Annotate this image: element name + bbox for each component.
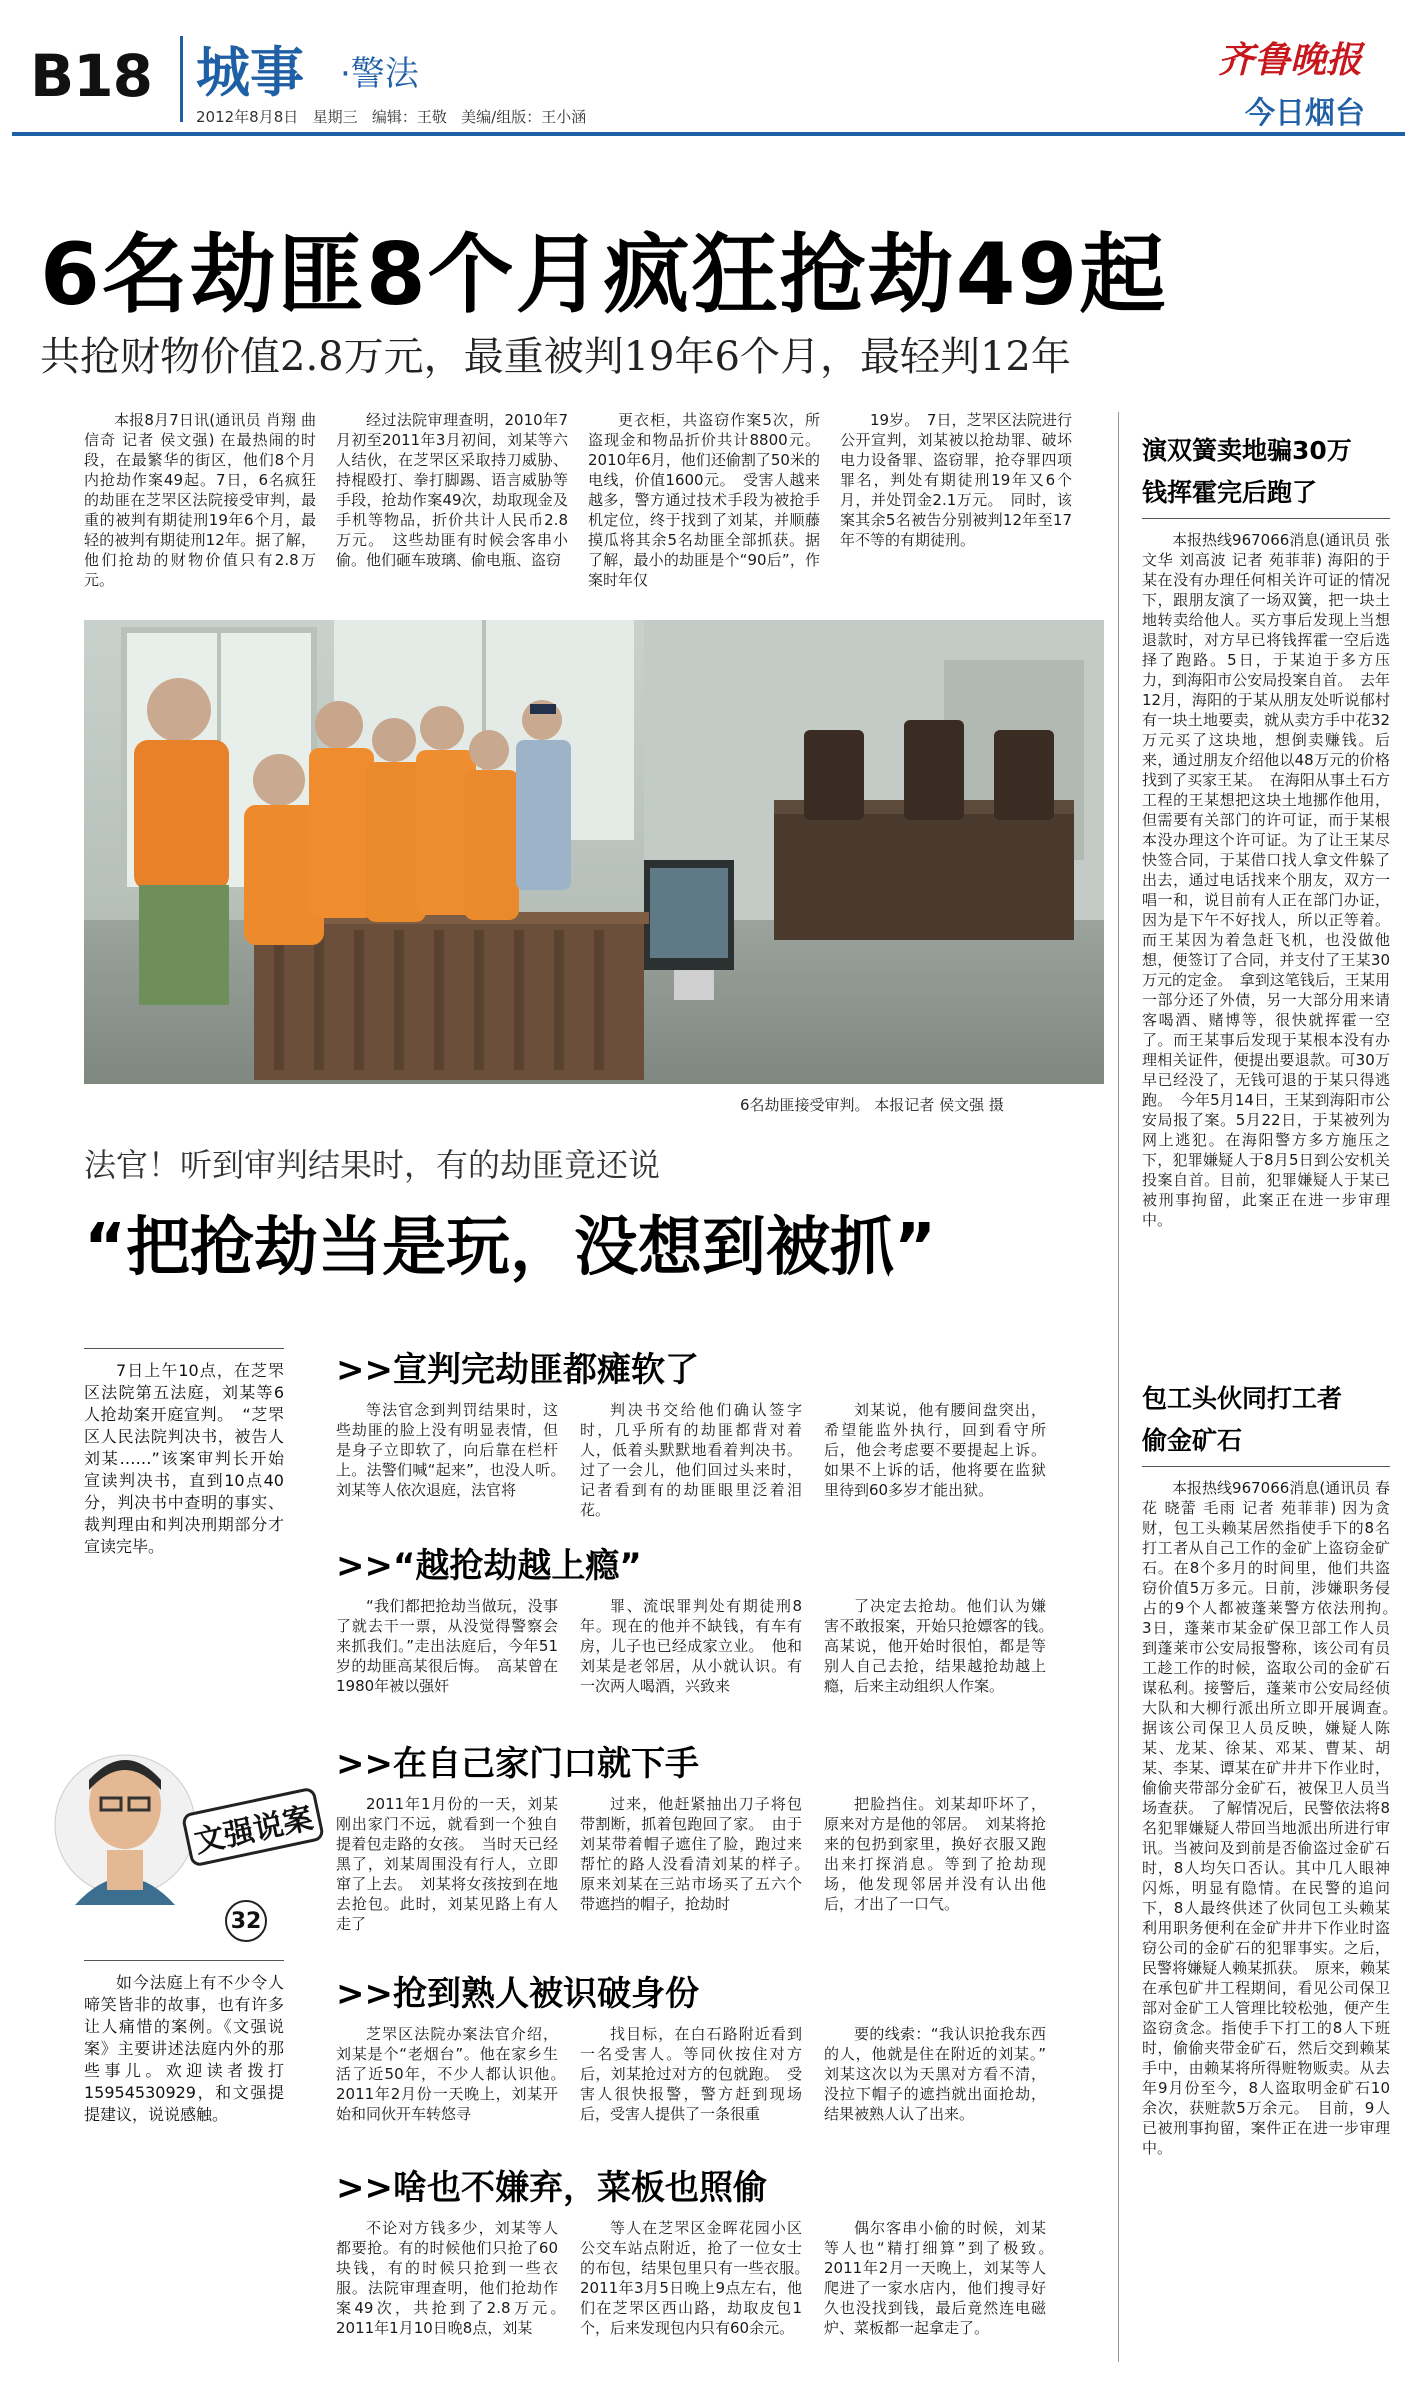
sidebar-story-1-rule [1142,518,1390,519]
section-3-title: >>在自己家门口就下手 [336,1744,699,1784]
lead-column-2: 经过法院审理查明，2010年7月初至2011年3月初间，刘某等六人结伙，在芝罘区采取持刀威胁、持棍殴打、拳打脚踢、语言威胁等手段，抢劫作案49次，劫取现金及手机等物品，折价共计人民币2.8万元。 这些劫匪有时候会客串小偷。他们砸车玻璃、偷电瓶、盗窃 [336,411,568,569]
section-1-title: >>宣判完劫匪都瘫软了 [336,1350,699,1390]
column-label: 文强说案 [191,1800,317,1861]
section-5-col-3: 偶尔客串小偷的时候，刘某等人也“精打细算”到了极致。 2011年2月一天晚上，刘某等人爬进了一家水店内，他们搜寻好久也没找到钱，最后竟然连电磁炉、菜板都一起拿走了。 [824,2219,1062,2337]
column-number: 32 [225,1900,267,1942]
section-3-col-3: 把脸挡住。刘某却吓坏了，原来对方是他的邻居。 刘某将抢来的包扔到家里，换好衣服又跑出来打探消息。等到了抢劫现场，他发现邻居并没有认出他后，才出了一口气。 [824,1795,1046,1913]
sidebar-story-2-title [1142,1378,1382,1462]
section-2-col-2: 罪、流氓罪判处有期徒刑8年。现在的他并不缺钱，有车有房，儿子也已经成家立业。 他和刘某是老邻居，从小就认识。有一次两人喝酒，兴致来 [580,1597,802,1695]
issue-meta: 2012年8月8日 星期三 编辑：王敬 美编/组版：王小涵 [196,108,587,126]
section-title: 城事 [196,40,304,104]
sidebar-story-1-title-line-1: 演双簧卖地骗30万 [1142,436,1352,465]
section-5-title: >>啥也不嫌弃，菜板也照偷 [336,2168,767,2208]
section-5-col-2: 等人在芝罘区金晖花园小区公交车站点附近，抢了一位女士的布包，结果包里只有一些衣服。 2011年3月5日晚上9点左右，他们在芝罘区西山路，劫取皮包1个，后来发现包内只有60余元。 [580,2219,818,2337]
lead-column-3: 更衣柜，共盗窃作案5次，所盗现金和物品折价共计8800元。2010年6月，他们还偷割了50米的电线，价值1600元。 受害人越来越多，警方通过技术手段为被抢手机定位，终于找到了刘某，并顺藤摸瓜将其余5名劫匪全部抓获。据了解，最小的劫匪是个“90后”，作案时年仅 [588,411,820,589]
section-5-col-1: 不论对方钱多少，刘某等人都要抢。有的时候他们只抢了60块钱，有的时候只抢到一些衣服。法院审理查明，他们抢劫作案49次，共抢到了2.8万元。 2011年1月10日晚8点，刘某 [336,2219,574,2337]
column-intro-top-rule [84,1960,284,1961]
sidebar-story-1-body: 本报热线967066消息(通讯员 张文华 刘高波 记者 苑菲菲) 海阳的于某在没有办理任何相关许可证的情况下，跟朋友演了一场双簧，把一块土地转卖给他人。买方事后发现上当想退款时，对方早已将钱挥霍一空后选择了跑路。5日，于某迫于多方压力，到海阳市公安局投案自首。 去年12月，海阳的于某从朋友处听说郁村有一块土地要卖，就从卖方手中花32万元买了这块地，想倒卖赚钱。后来，通过朋友介绍他以48万元的价格找到了买家王某。 在海阳从事土石方工程的王某想把这块土地挪作他用，但需要有关部门的许可证，而于某根本没办理这个许可证。为了让王某尽快签合同，于某借口找人拿文件躲了出去，通过电话找来个朋友，双方一唱一和，说目前有人正在部门办证，因为是下午不好找人，所以正等着。而王某因为着急赶飞机，也没做他想，便签订了合同，并支付了王某30万元的定金。 拿到这笔钱后，王某用一部分还了外债，另一大部分用来请客喝酒、赌博等，很快就挥霍一空了。而王某事后发现于某根本没有办理相关证件，便提出要退款。可30万早已经没了，无钱可退的于某只得逃跑。 今年5月14日，王某到海阳市公安局报了案。5月22日，于某被列为网上逃犯。在海阳警方多方施压之下，犯罪嫌疑人于8月5日到公安机关投案自首。目前，犯罪嫌疑人于某已被刑事拘留，此案正在进一步审理中。 [1142,531,1390,1229]
section-4-col-1: 芝罘区法院办案法官介绍，刘某是个“老烟台”。他在家乡生活了近50年，不少人都认识他。 2011年2月份一天晚上，刘某开始和同伙开车转悠寻 [336,2025,574,2123]
courtroom-photo [84,620,1104,1084]
courtroom-illustration [84,620,1104,1084]
section-1-col-2: 判决书交给他们确认签字时，几乎所有的劫匪都背对着人，低着头默默地看着判决书。过了一会儿，他们回过头来时，记者看到有的劫匪眼里泛着泪花。 [580,1401,802,1519]
column-badge [35,1730,335,1950]
sidebar-story-2-title-line-2: 偷金矿石 [1142,1426,1243,1455]
section-1-col-3: 刘某说，他有腰间盘突出，希望能监外执行，回到看守所后，他会考虑要不要提起上诉。如果不上诉的话，他将要在监狱里待到60多岁才能出狱。 [824,1401,1046,1499]
sidebar-story-1-title [1142,430,1382,514]
lead-column-4: 19岁。 7日，芝罘区法院进行公开宣判，刘某被以抢劫罪、破坏电力设备罪、盗窃罪，抢夺罪四项罪名，判处有期徒刑19年又6个月，并处罚金2.1万元。 同时，该案其余5名被告分别被判12年至17年不等的有期徒刑。 [840,411,1072,549]
section-subtitle: ·警法 [340,54,419,94]
main-headline: 6名劫匪8个月疯狂抢劫49起 [40,225,1168,325]
main-subheadline: 共抢财物价值2.8万元，最重被判19年6个月，最轻判12年 [40,334,1071,380]
section-3-col-1: 2011年1月份的一天，刘某刚出家门不远，就看到一个独自提着包走路的女孩。 当时天已经黑了，刘某周围没有行人，立即窜了上去。 刘某将女孩按到在地去抢包。此时，刘某见路上有人走了 [336,1795,558,1933]
page-number: B18 [30,42,152,110]
sidebar-story-1-title-line-2: 钱挥霍完后跑了 [1142,478,1318,507]
intro-box: 7日上午10点，在芝罘区法院第五法庭，刘某等6人抢劫案开庭宣判。 “芝罘区人民法院判决书，被告人刘某……”该案审判长开始宣读判决书，直到10点40分，判决书中查明的事实、裁判理由和判决刑期部分才宣读完毕。 [84,1361,284,1556]
sidebar-story-2-rule [1142,1466,1390,1467]
header-rule [12,132,1405,136]
section-4-col-2: 找目标，在白石路附近看到一名受害人。等同伙按住对方后，刘某抢过对方的包就跑。 受害人很快报警，警方赶到现场后，受害人提供了一条很重 [580,2025,802,2123]
lead-column-1: 本报8月7日讯(通讯员 肖翔 曲信奇 记者 侯文强) 在最热闹的时段，在最繁华的街区，他们8个月内抢劫作案49起。7日，6名疯狂的劫匪在芝罘区法院接受审判，最重的被判有期徒刑19年6个月，最轻的被判有期徒刑12年。据了解，他们抢劫的财物价值只有2.8万元。 [84,411,316,589]
column-intro: 如今法庭上有不少令人啼笑皆非的故事，也有许多让人痛惜的案例。《文强说案》主要讲述法庭内外的那些事儿。欢迎读者拨打15954530929，和文强提提建议，说说感触。 [84,1973,284,2124]
section-1-col-1: 等法官念到判罚结果时，这些劫匪的脸上没有明显表情，但是身子立即软了，向后靠在栏杆上。法警们喊“起来”，也没人听。 刘某等人依次退庭，法官将 [336,1401,574,1499]
section-2-col-3: 了决定去抢劫。他们认为嫌害不敢报案，开始只抢嫖客的钱。 高某说，他开始时很怕，都是等别人自己去抢，结果越抢劫越上瘾，后来主动组织人作案。 [824,1597,1062,1695]
sidebar-story-2-title-line-1: 包工头伙同打工者 [1142,1384,1343,1413]
feature-kicker: 法官！听到审判结果时，有的劫匪竟还说 [84,1146,661,1184]
sidebar-story-2-body: 本报热线967066消息(通讯员 春花 晓蕾 毛雨 记者 苑菲菲) 因为贪财，包工头赖某居然指使手下的8名打工者从自己工作的金矿上盗窃金矿石。在8个多月的时间里，他们共盗窃价值5万多元。日前，涉嫌职务侵占的9个人都被蓬莱警方依法刑拘。 3日，蓬莱市某金矿保卫部工作人员到蓬莱市公安局报警称，该公司有员工趁工作的时候，盗取公司的金矿石谋私利。接警后，蓬莱市公安局经侦大队和大柳行派出所立即开展调查。 据该公司保卫人员反映，嫌疑人陈某、龙某、徐某、邓某、曹某、胡某、李某、谭某在矿井井下作业时，偷偷夹带部分金矿石，被保卫人员当场查获。 了解情况后，民警依法将8名犯罪嫌疑人带回当地派出所进行审讯。当被问及到前是否偷盗过金矿石时，8人均矢口否认。其中几人眼神闪烁，明显有隐情。在民警的追问下，8人最终供述了伙同包工头赖某利用职务便利在金矿井井下作业时盗窃公司的金矿石的犯罪事实。之后，民警将嫌疑人赖某抓获。 原来，赖某在承包矿井工程期间，看见公司保卫部对金矿工人管理比较松弛，便产生盗窃贪念。指使手下打工的8人下班时，偷偷夹带金矿石，然后交到赖某手中，由赖某将所得赃物贩卖。从去年9月份至今，8人盗取明金矿石10余次，获赃款5万余元。 目前，9人已被刑事拘留，案件正在进一步审理中。 [1142,1479,1406,2157]
sidebar-divider [1118,412,1119,2362]
section-2-col-1: “我们都把抢劫当做玩，没事了就去干一票，从没觉得警察会来抓我们。”走出法庭后，今年51岁的劫匪高某很后悔。 高某曾在1980年被以强奸 [336,1597,558,1695]
intro-top-rule [84,1348,284,1349]
section-4-title: >>抢到熟人被识破身份 [336,1974,699,2014]
edition-name: 今日烟台 [1245,96,1365,131]
newspaper-logo: 齐鲁晚报 [1218,39,1363,81]
header-divider [180,36,183,122]
photo-caption: 6名劫匪接受审判。 本报记者 侯文强 摄 [740,1096,1004,1114]
section-4-col-3: 要的线索：“我认识抢我东西的人，他就是住在附近的刘某。” 刘某这次以为天黑对方看不清，没拉下帽子的遮挡就出面抢劫，结果被熟人认了出来。 [824,2025,1062,2123]
section-3-col-2: 过来，他赶紧抽出刀子将包带割断，抓着包跑回了家。 由于刘某带着帽子遮住了脸，跑过来帮忙的路人没看清刘某的样子。 原来刘某在三站市场买了五六个带遮挡的帽子，抢劫时 [580,1795,818,1913]
section-2-title: >>“越抢劫越上瘾” [336,1546,642,1586]
feature-headline: “把抢劫当是玩，没想到被抓” [84,1211,937,1285]
